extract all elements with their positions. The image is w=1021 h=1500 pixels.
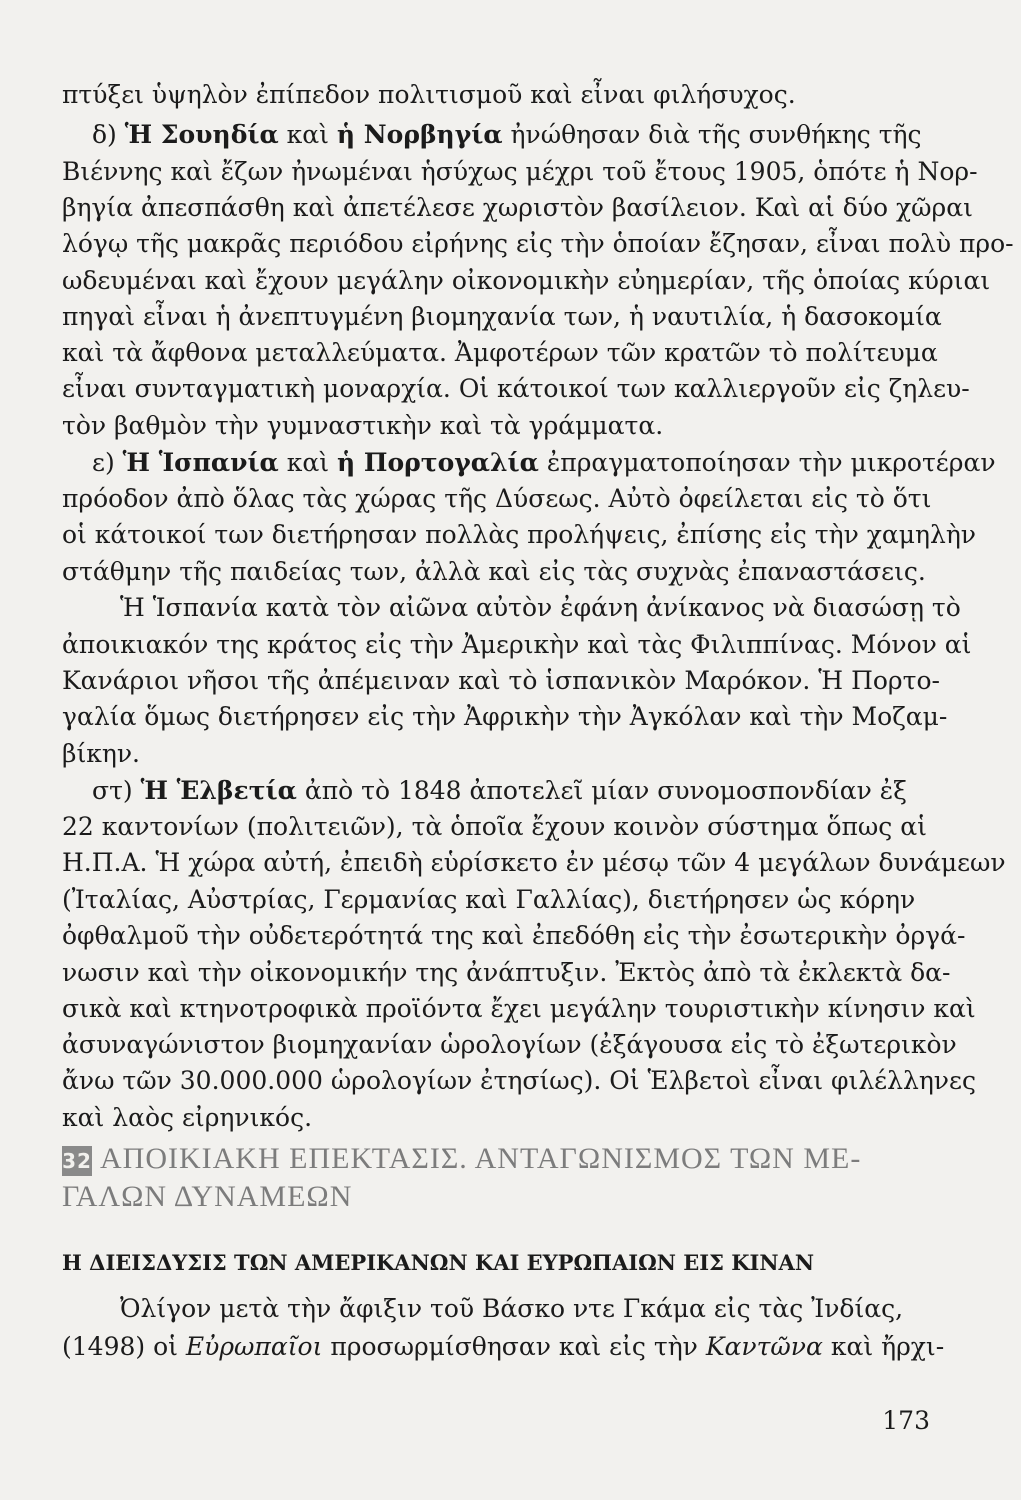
text-line: ἀποικιακόν της κράτος εἰς τὴν Ἀμερικὴν καὶ τὰς Φιλιππίνας. Μόνον αἱ	[62, 630, 972, 659]
section-title-line2: ΓΑΛΩΝ ΔΥΝΑΜΕΩΝ	[62, 1180, 353, 1213]
text-line: εἶναι συνταγματικὴ μοναρχία. Οἱ κάτοικοί των καλλιεργοῦν εἰς ζηλευ-	[62, 374, 970, 403]
text-line: λόγῳ τῆς μακρᾶς περιόδου εἰρήνης εἰς τὴν ὁποίαν ἔζησαν, εἶναι πολὺ προ-	[62, 229, 1014, 258]
country-name: Ἡ Ἑλβετία	[140, 776, 297, 805]
text-line: (Ἰταλίας, Αὐστρίας, Γερμανίας καὶ Γαλλίας), διετήρησεν ὡς κόρην	[62, 885, 916, 914]
page-number: 173	[882, 1406, 930, 1435]
text-line: πηγαὶ εἶναι ἡ ἀνεπτυγμένη βιομηχανία των, ἡ ναυτιλία, ἡ δασοκομία	[62, 302, 942, 331]
text-line: σικὰ καὶ κτηνοτροφικὰ προϊόντα ἔχει μεγάλην τουριστικὴν κίνησιν καὶ	[62, 994, 976, 1023]
text-line: οἱ κάτοικοί των διετήρησαν πολλὰς προλήψεις, ἐπίσης εἰς τὴν χαμηλὴν	[62, 520, 976, 549]
text-line: γαλία ὅμως διετήρησεν εἰς τὴν Ἀφρικὴν τὴν Ἀγκόλαν καὶ τὴν Μοζαμ-	[62, 702, 948, 731]
text-line: Κανάριοι νῆσοι τῆς ἀπέμειναν καὶ τὸ ἱσπανικὸν Μαρόκον. Ἡ Πορτο-	[62, 666, 940, 695]
text-line: (1498) οἱ Εὐρωπαῖοι προσωρμίσθησαν καὶ εἰς τὴν Καντῶνα καὶ ἤρχι-	[62, 1332, 945, 1361]
subheading: Η ΔΙΕΙΣΔΥΣΙΣ ΤΩΝ ΑΜΕΡΙΚΑΝΩΝ ΚΑΙ ΕΥΡΩΠΑΙΩΝ ΕΙΣ ΚΙΝΑΝ	[62, 1250, 815, 1275]
text-line: στάθμην τῆς παιδείας των, ἀλλὰ καὶ εἰς τὰς συχνὰς ἐπαναστάσεις.	[62, 557, 926, 586]
text-line: ε) Ἡ Ἱσπανία καὶ ἡ Πορτογαλία ἐπραγματοποίησαν τὴν μικροτέραν	[92, 448, 996, 477]
text-line: πρόοδον ἀπὸ ὅλας τὰς χώρας τῆς Δύσεως. Αὐτὸ ὀφείλεται εἰς τὸ ὅτι	[62, 484, 932, 513]
text-line: νωσιν καὶ τὴν οἰκονομικήν της ἀνάπτυξιν. Ἐκτὸς ἀπὸ τὰ ἐκλεκτὰ δα-	[62, 958, 951, 987]
text-line: Η.Π.Α. Ἡ χώρα αὐτή, ἐπειδὴ εὑρίσκετο ἐν μέσῳ τῶν 4 μεγάλων δυνάμεων	[62, 848, 1006, 877]
text-line: στ) Ἡ Ἑλβετία ἀπὸ τὸ 1848 ἀποτελεῖ μίαν συνομοσπονδίαν ἐξ	[92, 776, 907, 805]
italic-term: Εὐρωπαῖοι	[185, 1332, 323, 1361]
country-name: ἡ Πορτογαλία	[337, 448, 539, 477]
text-line: 22 καντονίων (πολιτειῶν), τὰ ὁποῖα ἔχουν κοινὸν σύστημα ὅπως αἱ	[62, 812, 927, 841]
text-line: ἄνω τῶν 30.000.000 ὡρολογίων ἐτησίως). Οἱ Ἑλβετοὶ εἶναι φιλέλληνες	[62, 1066, 976, 1095]
country-name: Ἡ Σουηδία	[124, 120, 279, 149]
text-line: Ὀλίγον μετὰ τὴν ἄφιξιν τοῦ Βάσκο ντε Γκάμα εἰς τὰς Ἰνδίας,	[120, 1294, 904, 1323]
text-line: Βιέννης καὶ ἔζων ἠνωμέναι ἡσύχως μέχρι τοῦ ἔτους 1905, ὁπότε ἡ Νορ-	[62, 157, 978, 186]
text-line: βίκην.	[62, 739, 141, 768]
text-line: καὶ τὰ ἄφθονα μεταλλεύματα. Ἀμφοτέρων τῶν κρατῶν τὸ πολίτευμα	[62, 338, 938, 367]
text-line: ἀσυναγώνιστον βιομηχανίαν ὡρολογίων (ἐξάγουσα εἰς τὸ ἐξωτερικὸν	[62, 1030, 957, 1059]
section-title-line1: ΑΠΟΙΚΙΑΚΗ ΕΠΕΚΤΑΣΙΣ. ΑΝΤΑΓΩΝΙΣΜΟΣ ΤΩΝ ΜΕ-	[100, 1142, 862, 1175]
section-heading	[62, 1140, 932, 1216]
text-line: δ) Ἡ Σουηδία καὶ ἡ Νορβηγία ἠνώθησαν διὰ τῆς συνθήκης τῆς	[92, 120, 922, 149]
text-line: καὶ λαὸς εἰρηνικός.	[62, 1103, 313, 1132]
text-line: πτύξει ὑψηλὸν ἐπίπεδον πολιτισμοῦ καὶ εἶναι φιλήσυχος.	[62, 80, 796, 109]
section-number-badge: 32	[62, 1146, 92, 1176]
text-line: βηγία ἀπεσπάσθη καὶ ἀπετέλεσε χωριστὸν βασίλειον. Καὶ αἱ δύο χῶραι	[62, 193, 973, 222]
text-line: ωδευμέναι καὶ ἔχουν μεγάλην οἰκονομικὴν εὐημερίαν, τῆς ὁποίας κύριαι	[62, 266, 991, 295]
italic-term: Καντῶνα	[705, 1332, 823, 1361]
country-name: ἡ Νορβηγία	[336, 120, 503, 149]
text-line: ὀφθαλμοῦ τὴν οὐδετερότητά της καὶ ἐπεδόθη εἰς τὴν ἐσωτερικὴν ὀργά-	[62, 921, 966, 950]
text-line: Ἡ Ἱσπανία κατὰ τὸν αἰῶνα αὐτὸν ἐφάνη ἀνίκανος νὰ διασώσῃ τὸ	[120, 593, 961, 622]
text-line: τὸν βαθμὸν τὴν γυμναστικὴν καὶ τὰ γράμματα.	[62, 411, 664, 440]
country-name: Ἡ Ἱσπανία	[122, 448, 279, 477]
